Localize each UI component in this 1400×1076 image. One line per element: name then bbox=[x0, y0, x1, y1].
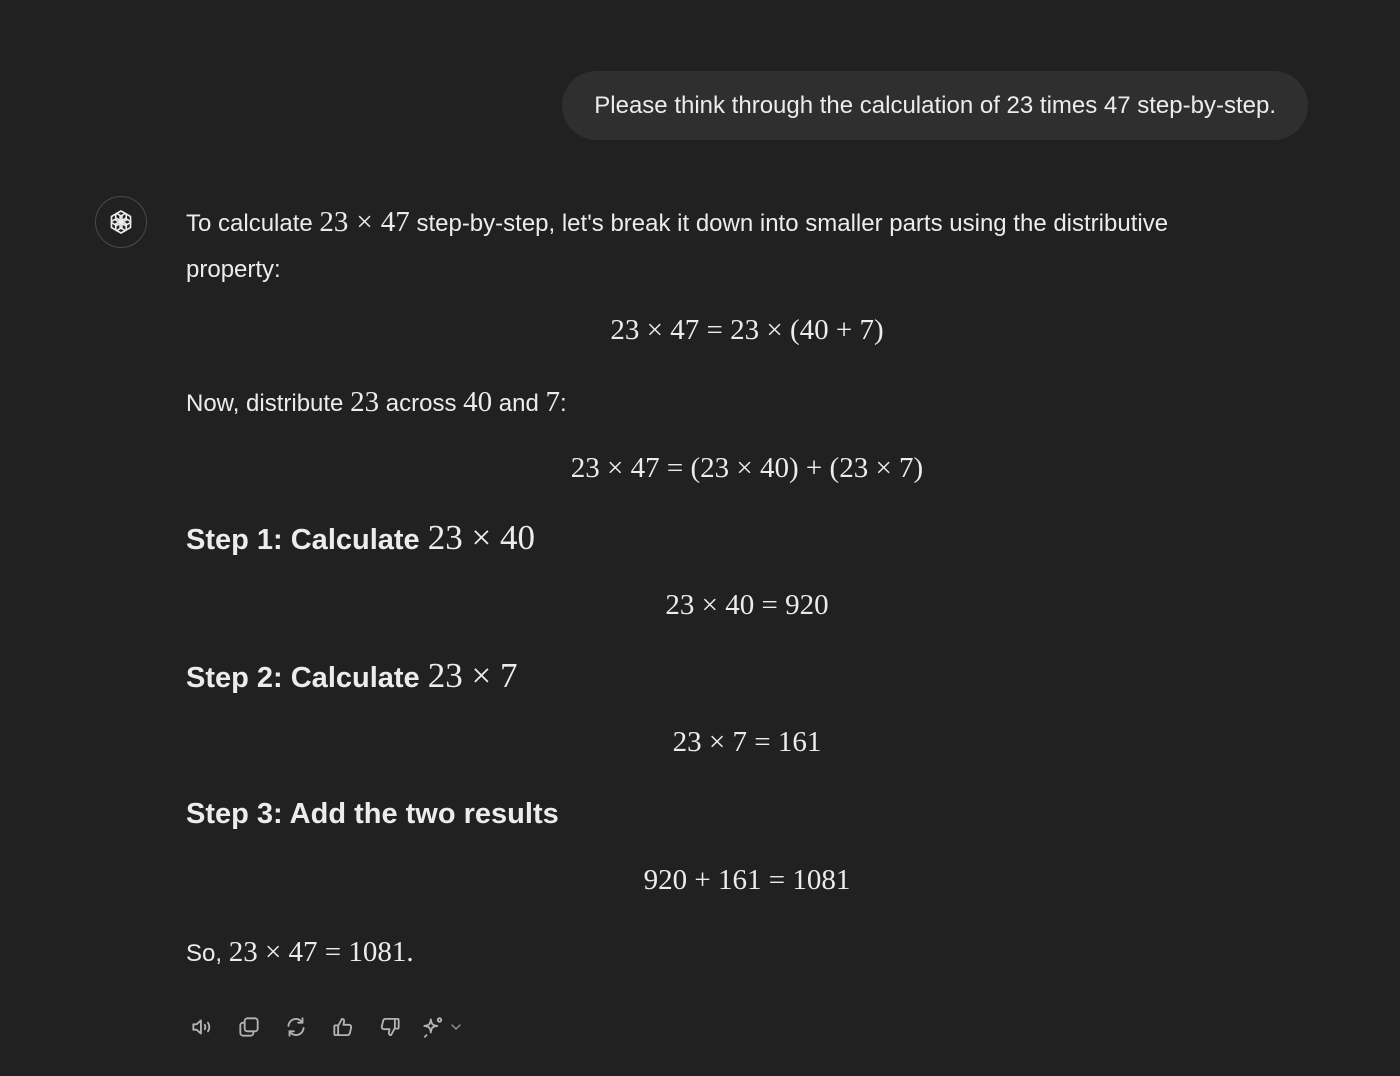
speaker-icon bbox=[189, 1014, 215, 1040]
equation-1: 23 × 47 = 23 × (40 + 7) bbox=[610, 314, 884, 346]
thumbs-up-icon bbox=[330, 1014, 356, 1040]
distribute-text-3: and bbox=[498, 390, 539, 417]
regenerate-icon bbox=[283, 1014, 309, 1040]
conclusion-line bbox=[186, 936, 414, 969]
switch-model-button[interactable] bbox=[420, 1014, 464, 1040]
thumbs-down-icon bbox=[377, 1014, 403, 1040]
equation-5: 920 + 161 = 1081 bbox=[643, 864, 851, 896]
good-response-button[interactable] bbox=[326, 1010, 360, 1044]
copy-button[interactable] bbox=[232, 1010, 266, 1044]
assistant-avatar bbox=[95, 196, 147, 248]
read-aloud-button[interactable] bbox=[185, 1010, 219, 1044]
distribute-text-1: Now, distribute bbox=[186, 390, 344, 417]
conclusion-math: 23 × 47 = 1081 bbox=[228, 936, 407, 968]
intro-text: To calculate bbox=[186, 210, 313, 237]
user-message-text: Please think through the calculation of 23 times 47 step-by-step. bbox=[594, 91, 1276, 119]
intro-math-b: 47 bbox=[380, 206, 410, 238]
intro-math bbox=[319, 206, 409, 238]
step-3-heading: Step 3: Add the two results bbox=[186, 798, 559, 830]
copy-icon bbox=[236, 1014, 262, 1040]
intro-rest: step-by-step, let's break it down into smaller parts using the distributive bbox=[416, 210, 1169, 237]
sparkle-icon bbox=[420, 1014, 446, 1040]
step-1-heading-math: 23 × 40 bbox=[427, 518, 535, 557]
intro-line-2: property: bbox=[186, 256, 281, 283]
message-action-bar bbox=[185, 1010, 464, 1044]
intro-math-op: × bbox=[356, 206, 373, 238]
openai-logo-icon bbox=[106, 207, 136, 237]
equation-3: 23 × 40 = 920 bbox=[665, 589, 829, 621]
conclusion-end: . bbox=[406, 936, 414, 968]
bad-response-button[interactable] bbox=[373, 1010, 407, 1044]
equation-4: 23 × 7 = 161 bbox=[672, 726, 822, 758]
conclusion-text: So, bbox=[186, 940, 223, 967]
step-2-heading-text: Step 2: Calculate bbox=[186, 662, 420, 694]
intro-math-a: 23 bbox=[319, 206, 349, 238]
user-message-bubble bbox=[562, 71, 1308, 140]
chevron-down-icon bbox=[448, 1019, 464, 1035]
step-1-heading-text: Step 1: Calculate bbox=[186, 524, 420, 556]
distribute-num-1: 23 bbox=[350, 386, 380, 418]
distribute-num-3: 7 bbox=[545, 386, 560, 418]
distribute-text-2: across bbox=[385, 390, 457, 417]
step-1-heading bbox=[186, 518, 535, 558]
step-2-heading-math: 23 × 7 bbox=[427, 656, 518, 695]
intro-line-1 bbox=[186, 206, 1168, 239]
distribute-text-4: : bbox=[560, 390, 567, 417]
regenerate-button[interactable] bbox=[279, 1010, 313, 1044]
equation-2: 23 × 47 = (23 × 40) + (23 × 7) bbox=[570, 452, 924, 484]
distribute-line bbox=[186, 386, 567, 419]
distribute-num-2: 40 bbox=[463, 386, 493, 418]
step-2-heading bbox=[186, 656, 518, 696]
